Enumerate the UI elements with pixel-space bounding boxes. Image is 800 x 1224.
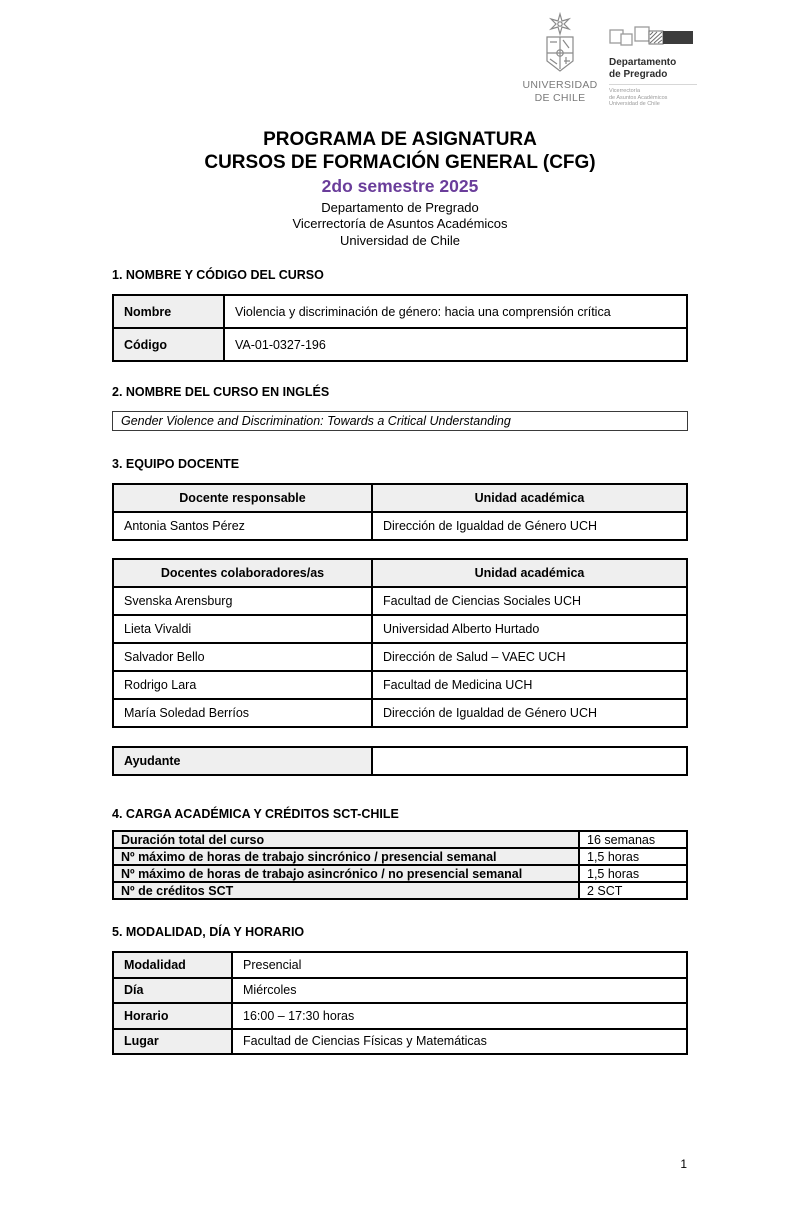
- document-title-block: [0, 128, 800, 250]
- document-content: [112, 268, 688, 1055]
- collaborator-unit: Dirección de Salud – VAEC UCH: [372, 643, 687, 671]
- assistant-value: [372, 747, 687, 775]
- unit-col-header: Unidad académica: [372, 484, 687, 512]
- collaborator-name: Svenska Arensburg: [113, 587, 372, 615]
- modality-schedule-table: [112, 951, 688, 1055]
- course-code-value: VA-01-0327-196: [224, 328, 687, 361]
- table-row: [113, 865, 687, 882]
- day-value: Miércoles: [232, 978, 687, 1004]
- responsible-col-header: Docente responsable: [113, 484, 372, 512]
- table-header-row: [113, 484, 687, 512]
- assistant-table: [112, 746, 688, 776]
- section3-heading: 3. EQUIPO DOCENTE: [112, 457, 240, 471]
- table-row: [113, 587, 687, 615]
- section2-heading: 2. NOMBRE DEL CURSO EN INGLÉS: [112, 385, 330, 399]
- uchile-logo-text-line2: DE CHILE: [534, 91, 586, 104]
- pregrado-logo-text-line1: Departamento: [609, 57, 677, 68]
- modality-label: Modalidad: [113, 952, 232, 978]
- section5-heading: 5. MODALIDAD, DÍA Y HORARIO: [112, 925, 305, 939]
- pregrado-logo-subtext: [609, 84, 697, 108]
- collaborator-unit: Universidad Alberto Hurtado: [372, 615, 687, 643]
- table-row: [113, 295, 687, 328]
- table-row: [113, 952, 687, 978]
- pregrado-logo-text-line2: de Pregrado: [609, 68, 668, 80]
- collaborating-teachers-table: [112, 558, 688, 728]
- semester-label: 2do semestre 2025: [321, 175, 479, 196]
- collaborator-unit: Dirección de Igualdad de Género UCH: [372, 699, 687, 727]
- pregrado-sub-line2: de Asuntos Académicos: [609, 94, 668, 101]
- section1-heading: 1. NOMBRE Y CÓDIGO DEL CURSO: [112, 268, 324, 282]
- course-code-label: Código: [113, 328, 224, 361]
- section4-heading: 4. CARGA ACADÉMICA Y CRÉDITOS SCT-CHILE: [112, 807, 399, 821]
- header-logos: [0, 0, 800, 108]
- responsible-name: Antonia Santos Pérez: [113, 512, 372, 540]
- uchile-crest-icon: [530, 12, 590, 74]
- pregrado-squares-icon: [609, 25, 694, 49]
- course-name-code-table: [112, 294, 688, 362]
- location-value: Facultad de Ciencias Físicas y Matemáticas: [232, 1029, 687, 1055]
- english-name-box: Gender Violence and Discrimination: Towards a Critical Understanding: [112, 411, 688, 431]
- sync-hours-value: 1,5 horas: [579, 848, 687, 865]
- pregrado-sub-line3: Universidad de Chile: [609, 101, 660, 107]
- collaborator-name: María Soledad Berríos: [113, 699, 372, 727]
- collaborator-unit: Facultad de Medicina UCH: [372, 671, 687, 699]
- pregrado-sub-line1: Vicerrectoría: [609, 88, 641, 94]
- collaborator-name: Lieta Vivaldi: [113, 615, 372, 643]
- table-row: [113, 882, 687, 899]
- async-hours-label: Nº máximo de horas de trabajo asincrónico / no presencial semanal: [113, 865, 579, 882]
- course-name-value: Violencia y discriminación de género: hacia una comprensión crítica: [224, 295, 687, 328]
- departamento-pregrado-logo: [609, 12, 697, 108]
- sct-credits-label: Nº de créditos SCT: [113, 882, 579, 899]
- location-label: Lugar: [113, 1029, 232, 1055]
- table-row: [113, 615, 687, 643]
- uchile-logo-text-line1: UNIVERSIDAD: [522, 79, 598, 91]
- collaborator-name: Rodrigo Lara: [113, 671, 372, 699]
- table-row: [113, 1003, 687, 1029]
- responsible-unit: Dirección de Igualdad de Género UCH: [372, 512, 687, 540]
- table-row: [113, 699, 687, 727]
- table-header-row: [113, 559, 687, 587]
- duration-label: Duración total del curso: [113, 831, 579, 848]
- responsible-teacher-table: [112, 483, 688, 541]
- day-label: Día: [113, 978, 232, 1004]
- table-row: [113, 512, 687, 540]
- document-title-line2: CURSOS DE FORMACIÓN GENERAL (CFG): [204, 151, 596, 173]
- table-row: [113, 643, 687, 671]
- table-row: [113, 1029, 687, 1055]
- academic-load-table: [112, 830, 688, 900]
- subtitle-university: Universidad de Chile: [340, 232, 460, 248]
- table-row: [113, 328, 687, 361]
- collaborator-name: Salvador Bello: [113, 643, 372, 671]
- schedule-value: 16:00 – 17:30 horas: [232, 1003, 687, 1029]
- table-row: [113, 671, 687, 699]
- course-name-label: Nombre: [113, 295, 224, 328]
- modality-value: Presencial: [232, 952, 687, 978]
- universidad-de-chile-logo: [521, 12, 599, 104]
- sync-hours-label: Nº máximo de horas de trabajo sincrónico / presencial semanal: [113, 848, 579, 865]
- table-row: [113, 848, 687, 865]
- page-number: 1: [680, 1157, 687, 1171]
- schedule-label: Horario: [113, 1003, 232, 1029]
- collaborators-col-header: Docentes colaboradores/as: [113, 559, 372, 587]
- collaborator-unit: Facultad de Ciencias Sociales UCH: [372, 587, 687, 615]
- table-row: [113, 978, 687, 1004]
- duration-value: 16 semanas: [579, 831, 687, 848]
- async-hours-value: 1,5 horas: [579, 865, 687, 882]
- subtitle-department: Departamento de Pregrado: [321, 199, 479, 215]
- sct-credits-value: 2 SCT: [579, 882, 687, 899]
- table-row: [113, 747, 687, 775]
- table-row: [113, 831, 687, 848]
- unit-col-header: Unidad académica: [372, 559, 687, 587]
- assistant-label: Ayudante: [113, 747, 372, 775]
- document-title-line1: PROGRAMA DE ASIGNATURA: [263, 128, 537, 150]
- subtitle-vicerrectoria: Vicerrectoría de Asuntos Académicos: [292, 216, 508, 231]
